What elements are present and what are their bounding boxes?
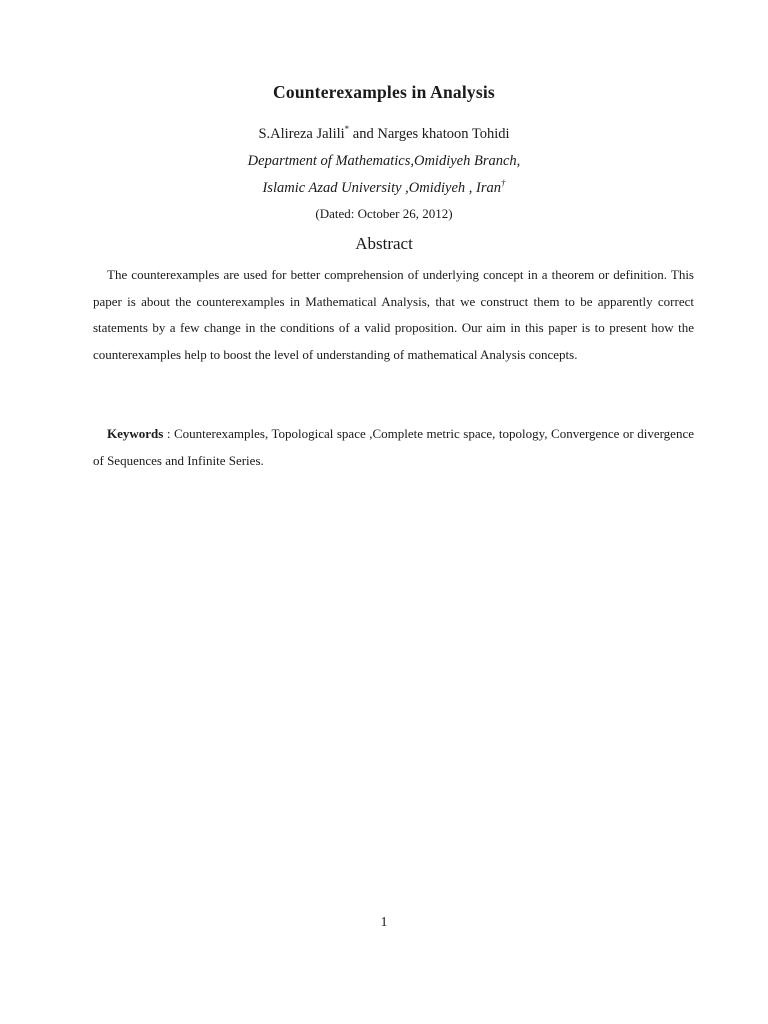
keywords-text: : Counterexamples, Topological space ,Complete metric space, topology, Convergence or divergence of Sequences and Infinite Series.	[93, 426, 694, 468]
abstract-heading: Abstract	[355, 234, 413, 253]
keywords-label: Keywords	[107, 426, 164, 441]
keywords-paragraph	[93, 420, 694, 474]
author-names-second: and Narges khatoon Tohidi	[349, 126, 510, 142]
author-footnote-mark: *	[344, 124, 350, 134]
page-number: 1	[380, 915, 388, 930]
affiliation-footnote-mark: †	[501, 178, 506, 188]
dated-line: (Dated: October 26, 2012)	[315, 206, 453, 221]
author-line	[0, 126, 768, 143]
affiliation-text: Islamic Azad University ,Omidiyeh , Iran	[262, 180, 502, 196]
abstract-body: The counterexamples are used for better comprehension of underlying concept in a theorem or definition. This paper is about the counterexamples in Mathematical Analysis, that we construct them to be apparently correct statements by a few change in the conditions of a valid proposition. Our aim in this paper is to present how the counterexamples help to boost the level of understanding of mathematical Analysis concepts.	[93, 267, 694, 362]
author-names: S.Alireza Jalili	[258, 126, 345, 142]
paper-title: Counterexamples in Analysis	[273, 82, 495, 102]
affiliation-line-1: Department of Mathematics,Omidiyeh Branch,	[247, 153, 521, 169]
affiliation-line-2	[0, 180, 768, 197]
